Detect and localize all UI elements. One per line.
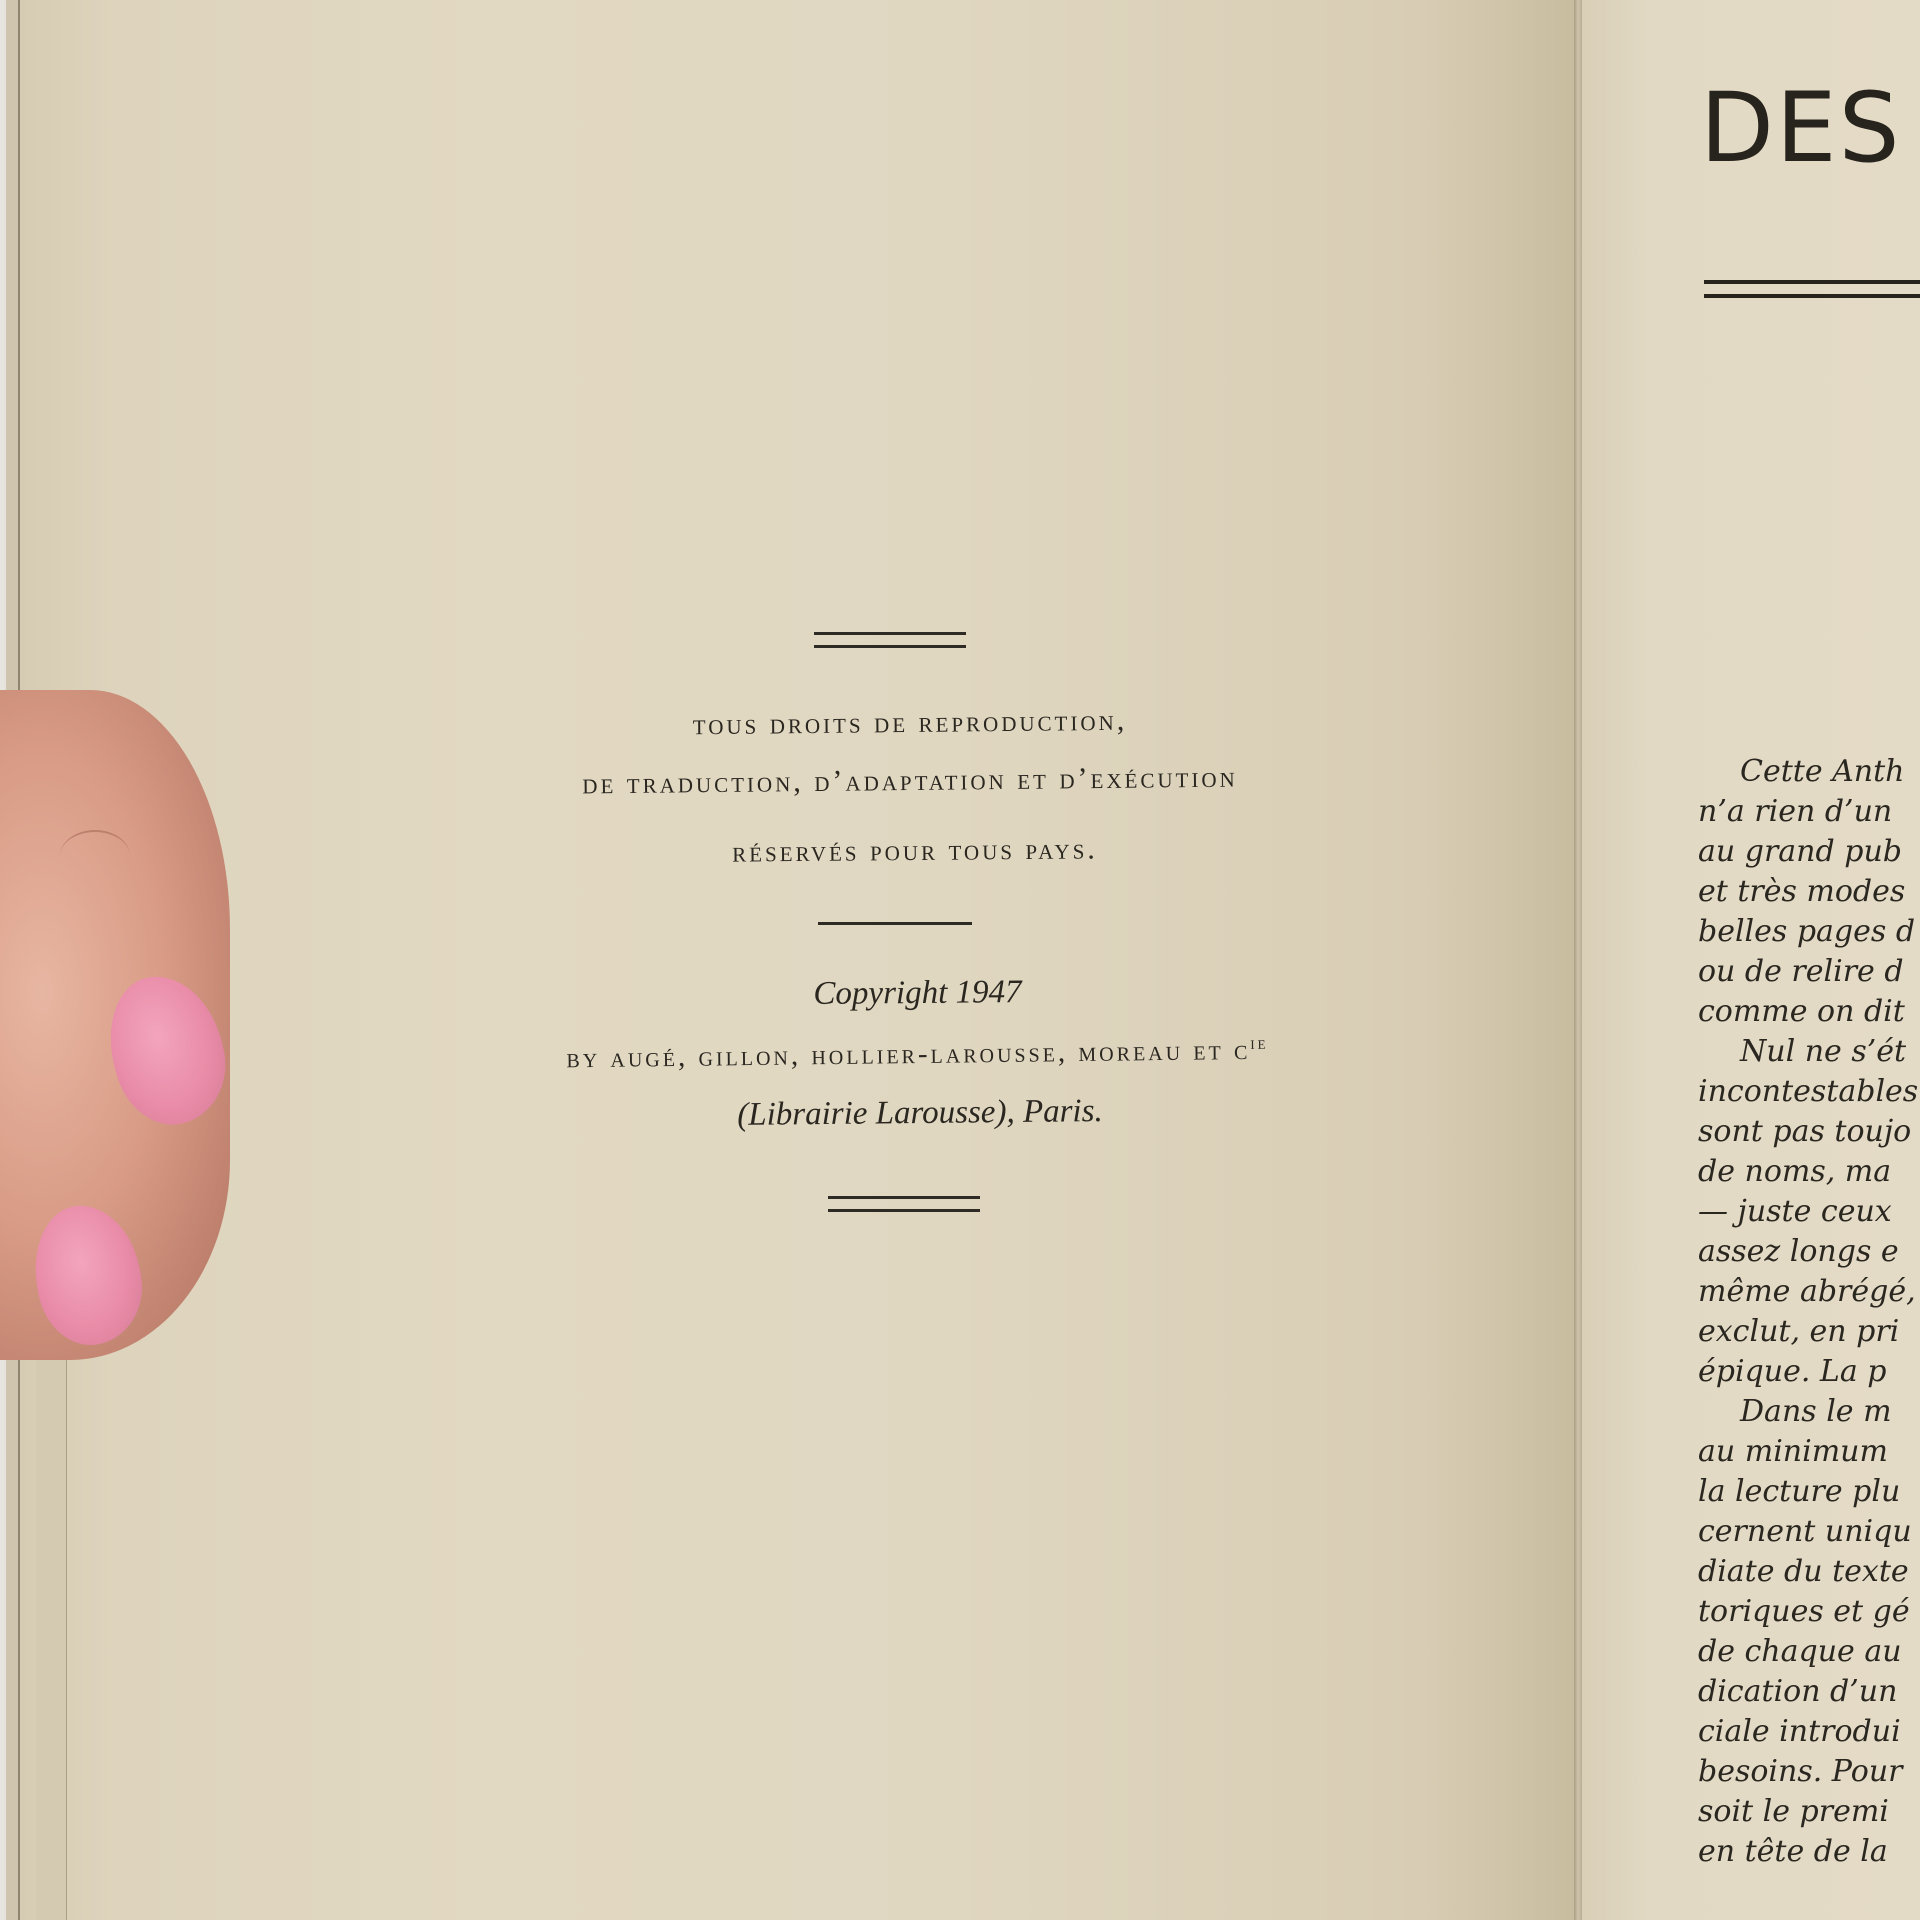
rights-line-3: réservés pour tous pays. (732, 832, 1098, 869)
text-line: belles pages d (1698, 914, 1916, 949)
text-line: diate du texte (1698, 1554, 1909, 1589)
right-page-title: DES (1700, 72, 1902, 184)
text-line: même abrégé, (1698, 1274, 1916, 1309)
copyright-year: Copyright 1947 (813, 974, 1022, 1012)
bottom-double-rule (828, 1196, 980, 1212)
text-line: et très modes (1698, 874, 1906, 909)
text-line: exclut, en pri (1698, 1314, 1900, 1349)
lower-page-edge (36, 1340, 67, 1920)
right-page-double-rule (1704, 280, 1920, 298)
book-gutter (1574, 0, 1582, 1920)
text-line: sont pas toujo (1698, 1114, 1912, 1149)
text-line: ciale introdui (1698, 1714, 1901, 1749)
text-line: en tête de la (1698, 1834, 1888, 1869)
text-line: — juste ceux (1698, 1194, 1892, 1229)
text-line: dication d’un (1698, 1674, 1898, 1709)
text-line: la lecture plu (1698, 1474, 1901, 1509)
text-line: Nul ne s’ét (1740, 1034, 1907, 1069)
right-page-text (1698, 752, 1920, 1872)
top-double-rule (814, 632, 966, 648)
text-line: Dans le m (1740, 1394, 1892, 1429)
text-line: au minimum (1698, 1434, 1888, 1469)
finger-crease (60, 830, 130, 882)
text-line: comme on dit (1698, 994, 1905, 1029)
right-page (1582, 0, 1920, 1920)
text-line: besoins. Pour (1698, 1754, 1903, 1789)
text-line: assez longs e (1698, 1234, 1899, 1269)
text-line: n’a rien d’un (1698, 794, 1893, 829)
authors-text: by augé, gillon, hollier-larousse, moreau et c (566, 1033, 1251, 1075)
text-line: de noms, ma (1698, 1154, 1892, 1189)
text-line: ou de relire d (1698, 954, 1904, 989)
text-line: soit le premi (1698, 1794, 1889, 1829)
rights-line-1: tous droits de reproduction, (692, 703, 1128, 742)
rights-line-2: de traduction, d’adaptation et d’exécution (582, 760, 1238, 801)
text-line: toriques et gé (1698, 1594, 1910, 1629)
text-line: de chaque au (1698, 1634, 1902, 1669)
left-page (18, 0, 1578, 1920)
authors-sup: ie (1250, 1032, 1269, 1053)
publisher-line: (Librairie Larousse), Paris. (737, 1093, 1103, 1133)
middle-rule (818, 922, 972, 925)
text-line: Cette Anth (1740, 754, 1905, 789)
text-line: épique. La p (1698, 1354, 1887, 1389)
authors-line (20, 1026, 1815, 1082)
text-line: au grand pub (1698, 834, 1902, 869)
text-line: incontestables (1698, 1074, 1919, 1109)
text-line: cernent uniqu (1698, 1514, 1912, 1549)
